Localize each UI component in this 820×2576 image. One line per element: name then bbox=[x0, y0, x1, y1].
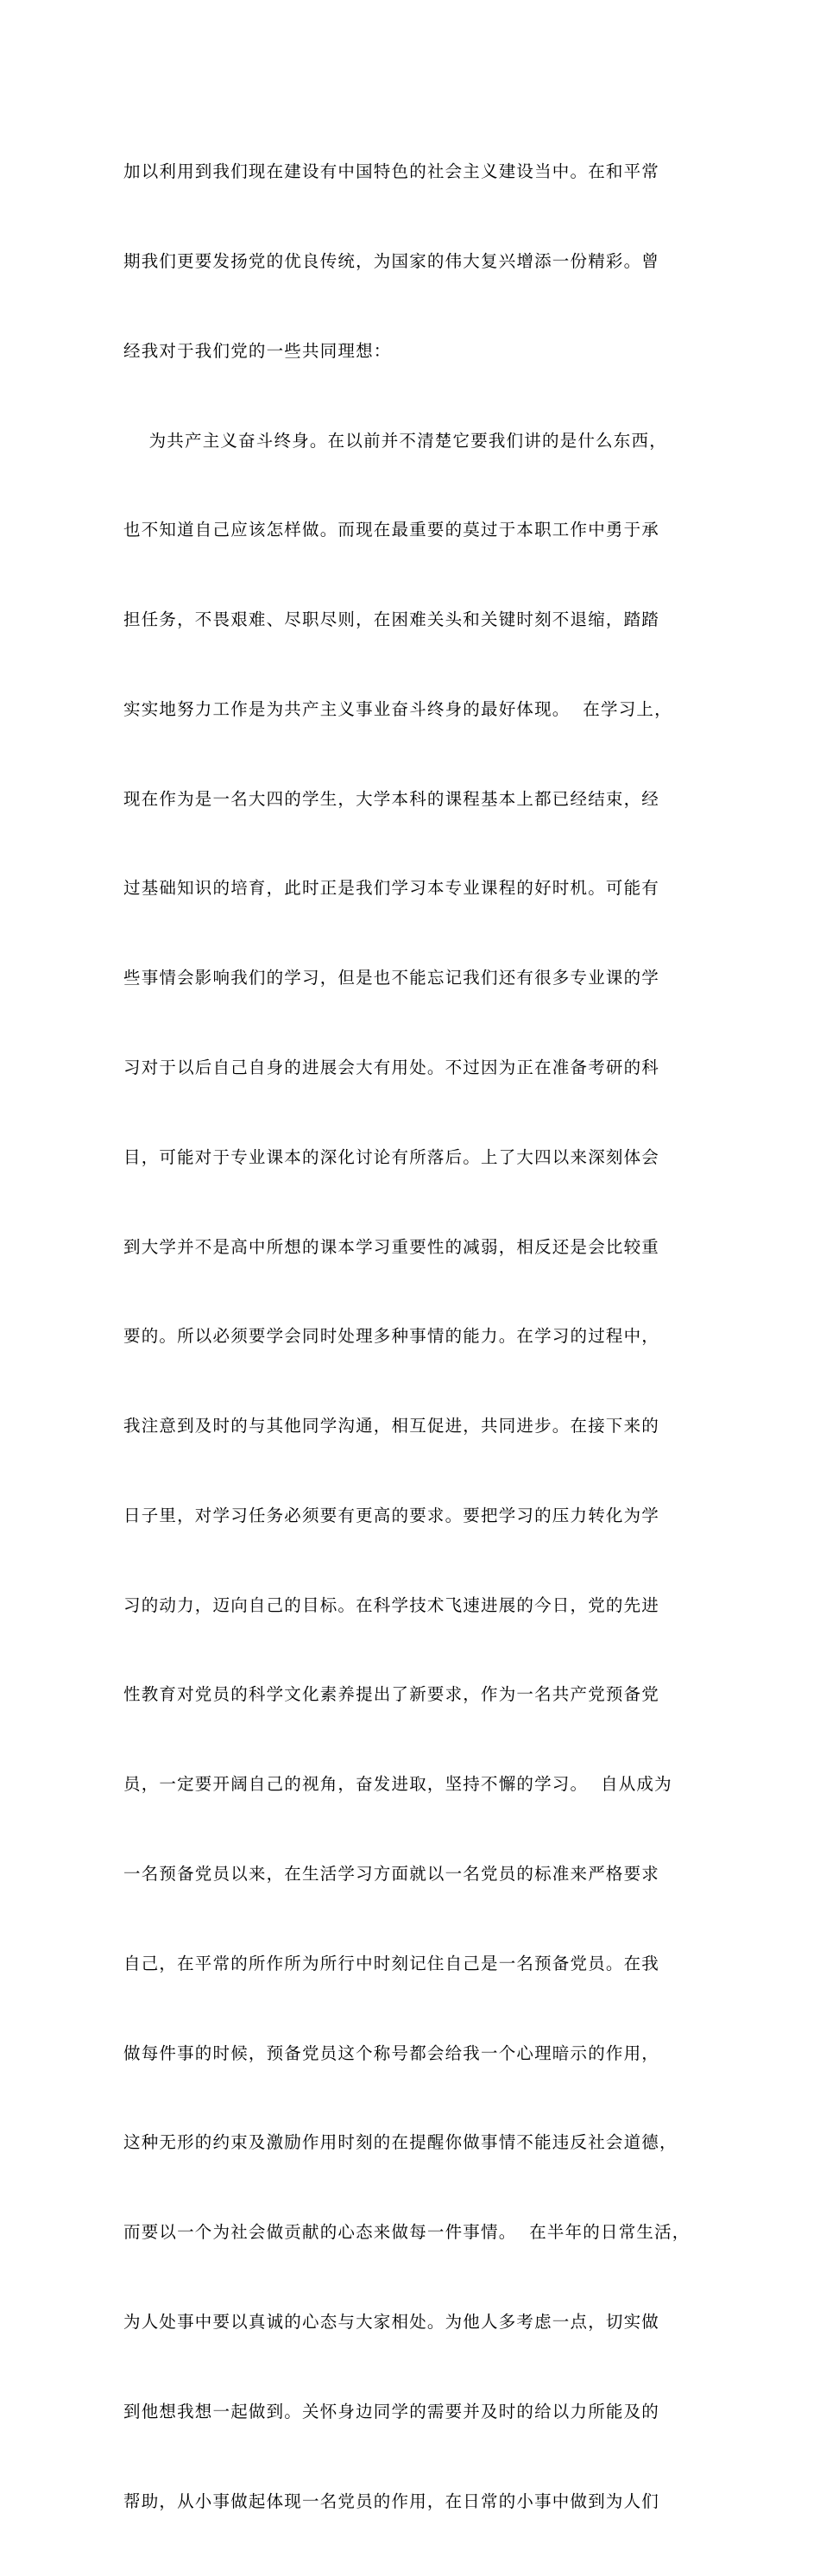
text-line: 做每件事的时候，预备党员这个称号都会给我一个心理暗示的作用， bbox=[123, 2042, 660, 2063]
body-text bbox=[123, 98, 710, 2576]
text-line: 目，可能对于专业课本的深化讨论有所落后。上了大四以来深刻体会 bbox=[123, 1146, 660, 1167]
text-line: 而要以一个为社会做贡献的心态来做每一件事情。 在半年的日常生活， bbox=[123, 2222, 691, 2243]
text-line: 习对于以后自己自身的进展会大有用处。不过因为正在准备考研的科 bbox=[123, 1058, 660, 1077]
text-line: 些事情会影响我们的学习，但是也不能忘记我们还有很多专业课的学 bbox=[123, 968, 660, 988]
text-line: 性教育对党员的科学文化素养提出了新要求，作为一名共产党预备党 bbox=[123, 1684, 660, 1705]
text-line: 实实地努力工作是为共产主义事业奋斗终身的最好体现。 在学习上， bbox=[123, 698, 672, 719]
text-line: 我注意到及时的与其他同学沟通，相互促进，共同进步。在接下来的 bbox=[123, 1416, 660, 1436]
text-line: 加以利用到我们现在建设有中国特色的社会主义建设当中。在和平常 bbox=[123, 161, 660, 182]
text-line: 担任务，不畏艰难、尽职尽则，在困难关头和关键时刻不退缩，踏踏 bbox=[123, 609, 660, 630]
text-line: 也不知道自己应该怎样做。而现在最重要的莫过于本职工作中勇于承 bbox=[123, 520, 660, 540]
text-line: 自己，在平常的所作所为所行中时刻记住自己是一名预备党员。在我 bbox=[123, 1953, 660, 1973]
text-line: 到他想我想一起做到。关怀身边同学的需要并及时的给以力所能及的 bbox=[123, 2401, 660, 2421]
text-line: 到大学并不是高中所想的课本学习重要性的减弱，相反还是会比较重 bbox=[123, 1236, 660, 1257]
text-line: 帮助，从小事做起体现一名党员的作用，在日常的小事中做到为人们 bbox=[123, 2491, 660, 2511]
text-line: 过基础知识的培育，此时正是我们学习本专业课程的好时机。可能有 bbox=[123, 878, 660, 899]
text-line: 要的。所以必须要学会同时处理多种事情的能力。在学习的过程中， bbox=[123, 1326, 660, 1347]
text-line: 习的动力，迈向自己的目标。在科学技术飞速进展的今日，党的先进 bbox=[123, 1594, 660, 1615]
text-line: 为人处事中要以真诚的心态与大家相处。为他人多考虑一点，切实做 bbox=[123, 2311, 660, 2332]
text-line: 一名预备党员以来，在生活学习方面就以一名党员的标准来严格要求 bbox=[123, 1864, 660, 1885]
text-line: 期我们更要发扬党的优良传统，为国家的伟大复兴增添一份精彩。曾 bbox=[123, 250, 660, 271]
text-line: 日子里，对学习任务必须要有更高的要求。要把学习的压力转化为学 bbox=[123, 1505, 660, 1525]
text-line: 经我对于我们党的一些共同理想： bbox=[123, 340, 392, 361]
text-line: 现在作为是一名大四的学生，大学本科的课程基本上都已经结束，经 bbox=[123, 788, 660, 809]
text-line: 这种无形的约束及激励作用时刻的在提醒你做事情不能违反社会道德， bbox=[123, 2132, 678, 2153]
text-line: 员，一定要开阔自己的视角，奋发进取，坚持不懈的学习。 自从成为 bbox=[123, 1774, 672, 1795]
text-line: 为共产主义奋斗终身。在以前并不清楚它要我们讲的是什么东西， bbox=[123, 430, 667, 451]
